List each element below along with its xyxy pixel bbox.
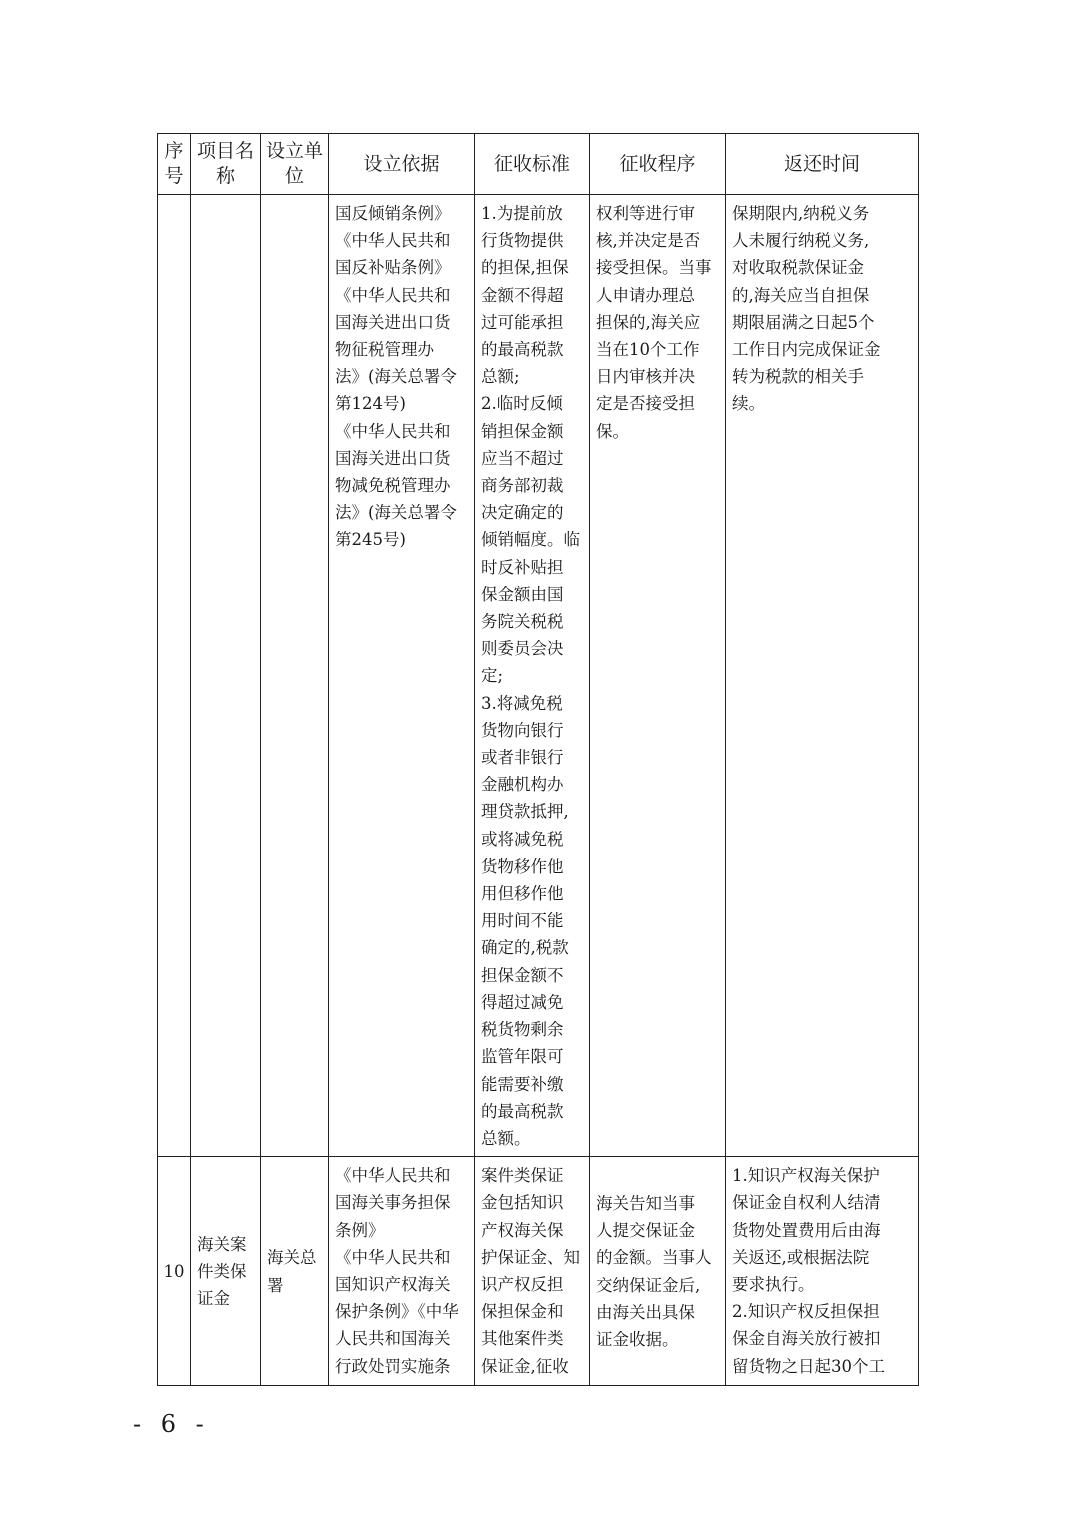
cell-seq — [158, 195, 191, 1157]
cell-item-name: 海关案 件类保 证金 — [191, 1157, 261, 1386]
cell-standard: 案件类保证 金包括知识 产权海关保 护保证金、知 识产权反担 保担保金和 其他案件类 保证金,征收 — [475, 1157, 590, 1386]
table-header-row — [158, 134, 919, 195]
cell-standard: 1.为提前放 行货物提供 的担保,担保 金额不得超 过可能承担 的最高税款 总额; 2.临时反倾 销担保金额 应当不超过 商务部初裁 决定确定的 倾销幅度。临 时反补贴担 保金额由国 务院关税税 则委员会决 定; 3.将减免税 货物向银行 或者非银行 金融机构办 理贷款抵押, 或将减免税 货物移作他 用但移作他 用时间不能 确定的,税款 担保金额不 得超过减免 税货物剩余 监管年限可 能需要补缴 的最高税款 总额。 — [475, 195, 590, 1157]
cell-unit: 海关总 署 — [261, 1157, 329, 1386]
cell-seq: 10 — [158, 1157, 191, 1386]
cell-basis: 国反倾销条例》 《中华人民共和 国反补贴条例》 《中华人民共和 国海关进出口货 物征税管理办 法》(海关总署令 第124号) 《中华人民共和 国海关进出口货 物减免税管理办 法》(海关总署令 第245号) — [329, 195, 475, 1157]
cell-procedure: 海关告知当事 人提交保证金 的金额。当事人 交纳保证金后, 由海关出具保 证金收据。 — [590, 1157, 726, 1386]
page-number: - 6 - — [133, 1410, 210, 1438]
header-seq: 序 号 — [158, 134, 191, 195]
header-basis: 设立依据 — [329, 134, 475, 195]
cell-item-name — [191, 195, 261, 1157]
header-item-name: 项目名 称 — [191, 134, 261, 195]
cell-unit — [261, 195, 329, 1157]
header-standard: 征收标准 — [475, 134, 590, 195]
cell-basis: 《中华人民共和 国海关事务担保 条例》 《中华人民共和 国知识产权海关 保护条例》《中华 人民共和国海关 行政处罚实施条 — [329, 1157, 475, 1386]
header-unit: 设立单 位 — [261, 134, 329, 195]
table-row — [158, 195, 919, 1157]
table-row — [158, 1157, 919, 1386]
header-return-time: 返还时间 — [726, 134, 919, 195]
fee-table — [157, 133, 919, 1386]
cell-return-time: 1.知识产权海关保护 保证金自权利人结清 货物处置费用后由海 关返还,或根据法院 要求执行。 2.知识产权反担保担 保金自海关放行被扣 留货物之日起30个工 — [726, 1157, 919, 1386]
cell-procedure: 权利等进行审 核,并决定是否 接受担保。当事 人申请办理总 担保的,海关应 当在10个工作 日内审核并决 定是否接受担 保。 — [590, 195, 726, 1157]
cell-return-time: 保期限内,纳税义务 人未履行纳税义务, 对收取税款保证金 的,海关应当自担保 期限届满之日起5个 工作日内完成保证金 转为税款的相关手 续。 — [726, 195, 919, 1157]
header-procedure: 征收程序 — [590, 134, 726, 195]
